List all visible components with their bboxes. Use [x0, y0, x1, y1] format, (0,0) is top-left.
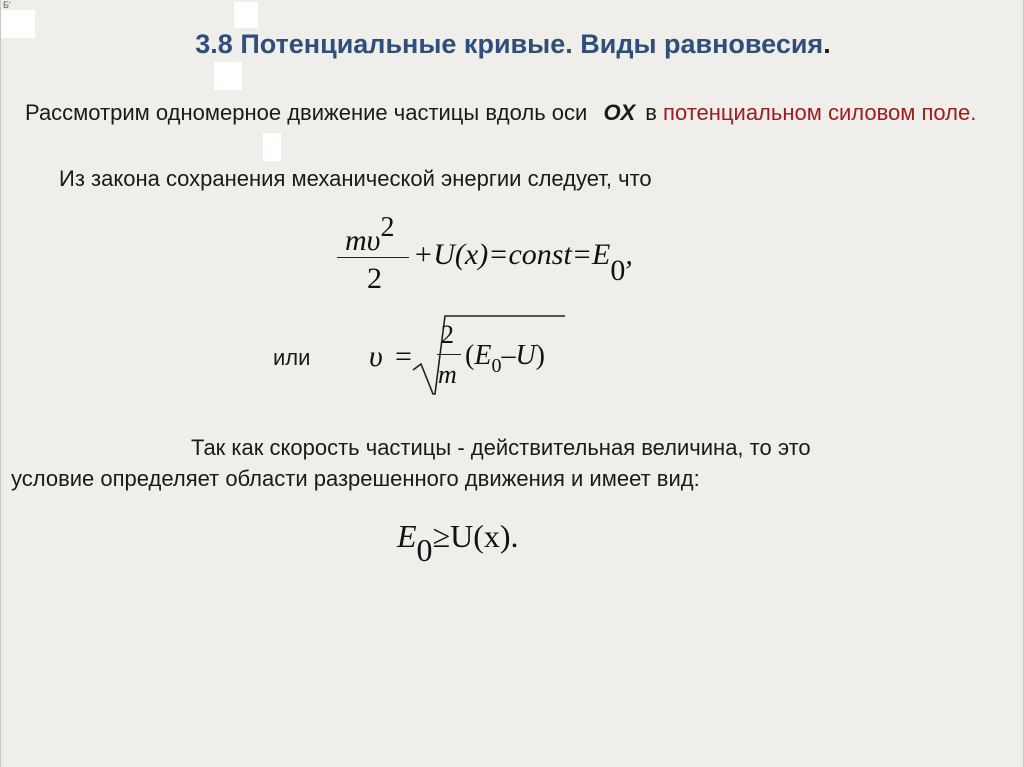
- white-artifact-box: [263, 133, 281, 161]
- condition-line-2: условие определяет области разрешенного движения и имеет вид:: [11, 466, 700, 491]
- frac-denominator: m: [438, 360, 457, 389]
- title-text: 3.8 Потенциальные кривые. Виды равновесия: [195, 29, 824, 59]
- preposition: в: [645, 100, 657, 125]
- energy-equation: [337, 204, 677, 304]
- slide-title: [1, 29, 1024, 60]
- equals-sign: =: [395, 340, 412, 373]
- title-period: .: [823, 29, 831, 59]
- condition-line-1: Так как скорость частицы - действительная величина, то это: [191, 435, 811, 460]
- kinetic-numerator: $m\upsilon^2$: [345, 212, 395, 257]
- intro-text: Рассмотрим одномерное движение частицы вдоль оси: [25, 100, 588, 125]
- allowed-motion-inequality: E0≥U(x).: [397, 518, 519, 568]
- white-artifact-box: [214, 62, 242, 90]
- velocity-paren-expression: $(E_0-U)$: [465, 340, 545, 377]
- energy-conservation-text: Из закона сохранения механической энергии следует, что: [59, 166, 652, 191]
- white-artifact-box: [234, 2, 258, 28]
- axis-label: OX: [603, 100, 636, 125]
- frac-numerator: 2: [441, 320, 454, 349]
- or-label: или: [273, 345, 311, 370]
- condition-paragraph: [11, 432, 1011, 494]
- energy-equation-rest: +U(x)=const=E0,: [413, 238, 633, 287]
- kinetic-denominator: 2: [367, 262, 382, 295]
- velocity-symbol: υ: [369, 340, 383, 373]
- fraction-bar: [337, 257, 409, 258]
- corner-mark: Б': [3, 0, 11, 10]
- velocity-equation: [361, 310, 581, 400]
- intro-paragraph: [25, 96, 1005, 129]
- potential-field-highlight: потенциальном силовом поле.: [663, 100, 977, 125]
- fraction-bar: [437, 354, 461, 355]
